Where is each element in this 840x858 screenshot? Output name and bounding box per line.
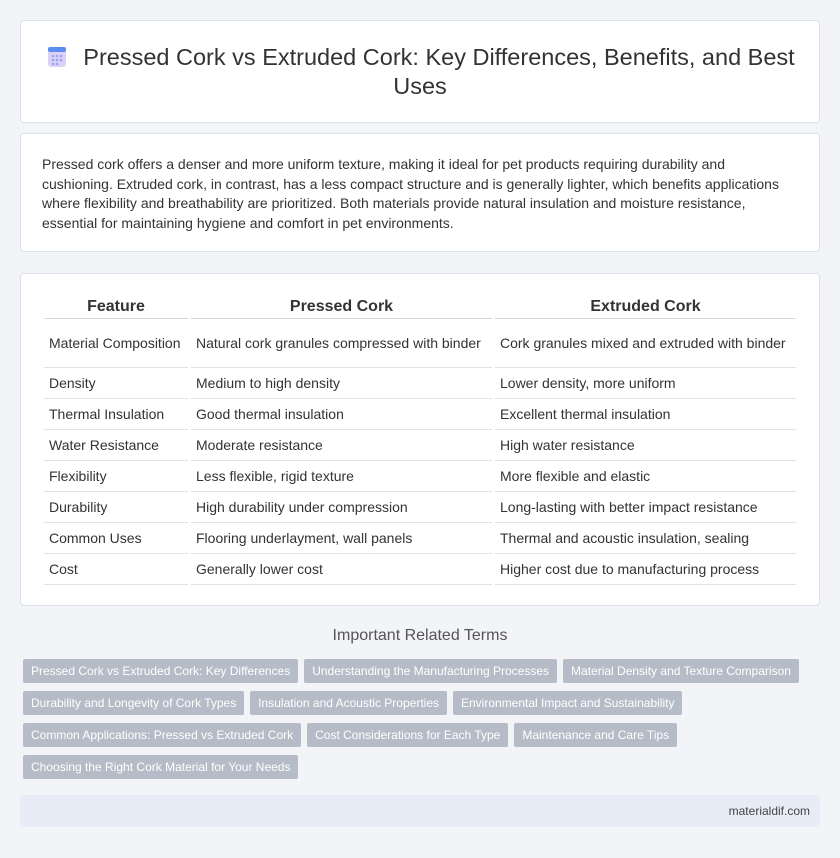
- table-cell: Medium to high density: [191, 368, 492, 399]
- table-cell: Higher cost due to manufacturing process: [495, 554, 796, 585]
- related-terms-tags: [23, 659, 823, 787]
- footer-site-link[interactable]: materialdif.com: [728, 804, 810, 818]
- footer: [20, 795, 820, 827]
- table-cell: Material Composition: [44, 319, 188, 368]
- table-row: [44, 554, 796, 585]
- related-term-tag[interactable]: Material Density and Texture Comparison: [563, 659, 799, 683]
- table-row: [44, 399, 796, 430]
- table-cell: Long-lasting with better impact resistance: [495, 492, 796, 523]
- column-header-extruded: Extruded Cork: [495, 296, 796, 319]
- related-terms-heading: Important Related Terms: [332, 627, 508, 644]
- table-cell: Flooring underlayment, wall panels: [191, 523, 492, 554]
- related-term-tag[interactable]: Durability and Longevity of Cork Types: [23, 691, 244, 715]
- related-term-tag[interactable]: Understanding the Manufacturing Processes: [304, 659, 557, 683]
- comparison-table: [41, 296, 799, 585]
- table-cell: Cork granules mixed and extruded with binder: [495, 319, 796, 368]
- table-cell: Cost: [44, 554, 188, 585]
- header-card: [20, 20, 820, 123]
- table-cell: Flexibility: [44, 461, 188, 492]
- related-term-tag[interactable]: Insulation and Acoustic Properties: [250, 691, 447, 715]
- table-cell: Generally lower cost: [191, 554, 492, 585]
- intro-card: [20, 133, 820, 252]
- table-cell: Durability: [44, 492, 188, 523]
- document-icon: [45, 45, 69, 69]
- table-row: [44, 319, 796, 368]
- intro-paragraph: Pressed cork offers a denser and more uniform texture, making it ideal for pet products requiring durability and cushioning. Extruded cork, in contrast, has a less compact structure and is generally lighter, which benefits applications where flexibility and breathability are prioritized. Both materials provide natural insulation and moisture resistance, essential for maintaining hygiene and comfort in pet environments.: [42, 156, 779, 231]
- table-cell: High water resistance: [495, 430, 796, 461]
- table-row: [44, 523, 796, 554]
- table-cell: Moderate resistance: [191, 430, 492, 461]
- related-term-tag[interactable]: Maintenance and Care Tips: [514, 723, 677, 747]
- related-term-tag[interactable]: Cost Considerations for Each Type: [307, 723, 508, 747]
- table-cell: Common Uses: [44, 523, 188, 554]
- table-header-row: [44, 296, 796, 319]
- table-cell: Excellent thermal insulation: [495, 399, 796, 430]
- table-row: [44, 492, 796, 523]
- table-cell: More flexible and elastic: [495, 461, 796, 492]
- table-cell: Lower density, more uniform: [495, 368, 796, 399]
- page-title-wrap: [21, 43, 819, 101]
- table-row: [44, 368, 796, 399]
- page-title: Pressed Cork vs Extruded Cork: Key Differences, Benefits, and Best Uses: [83, 44, 795, 99]
- column-header-pressed: Pressed Cork: [191, 296, 492, 319]
- table-row: [44, 430, 796, 461]
- table-cell: Natural cork granules compressed with binder: [191, 319, 492, 368]
- table-cell: Less flexible, rigid texture: [191, 461, 492, 492]
- table-cell: Thermal and acoustic insulation, sealing: [495, 523, 796, 554]
- table-cell: High durability under compression: [191, 492, 492, 523]
- comparison-card: [20, 273, 820, 606]
- related-term-tag[interactable]: Common Applications: Pressed vs Extruded Cork: [23, 723, 301, 747]
- related-term-tag[interactable]: Environmental Impact and Sustainability: [453, 691, 682, 715]
- related-term-tag[interactable]: Pressed Cork vs Extruded Cork: Key Differences: [23, 659, 298, 683]
- table-cell: Good thermal insulation: [191, 399, 492, 430]
- table-cell: Water Resistance: [44, 430, 188, 461]
- table-row: [44, 461, 796, 492]
- related-term-tag[interactable]: Choosing the Right Cork Material for Your Needs: [23, 755, 298, 779]
- column-header-feature: Feature: [44, 296, 188, 319]
- table-cell: Thermal Insulation: [44, 399, 188, 430]
- table-cell: Density: [44, 368, 188, 399]
